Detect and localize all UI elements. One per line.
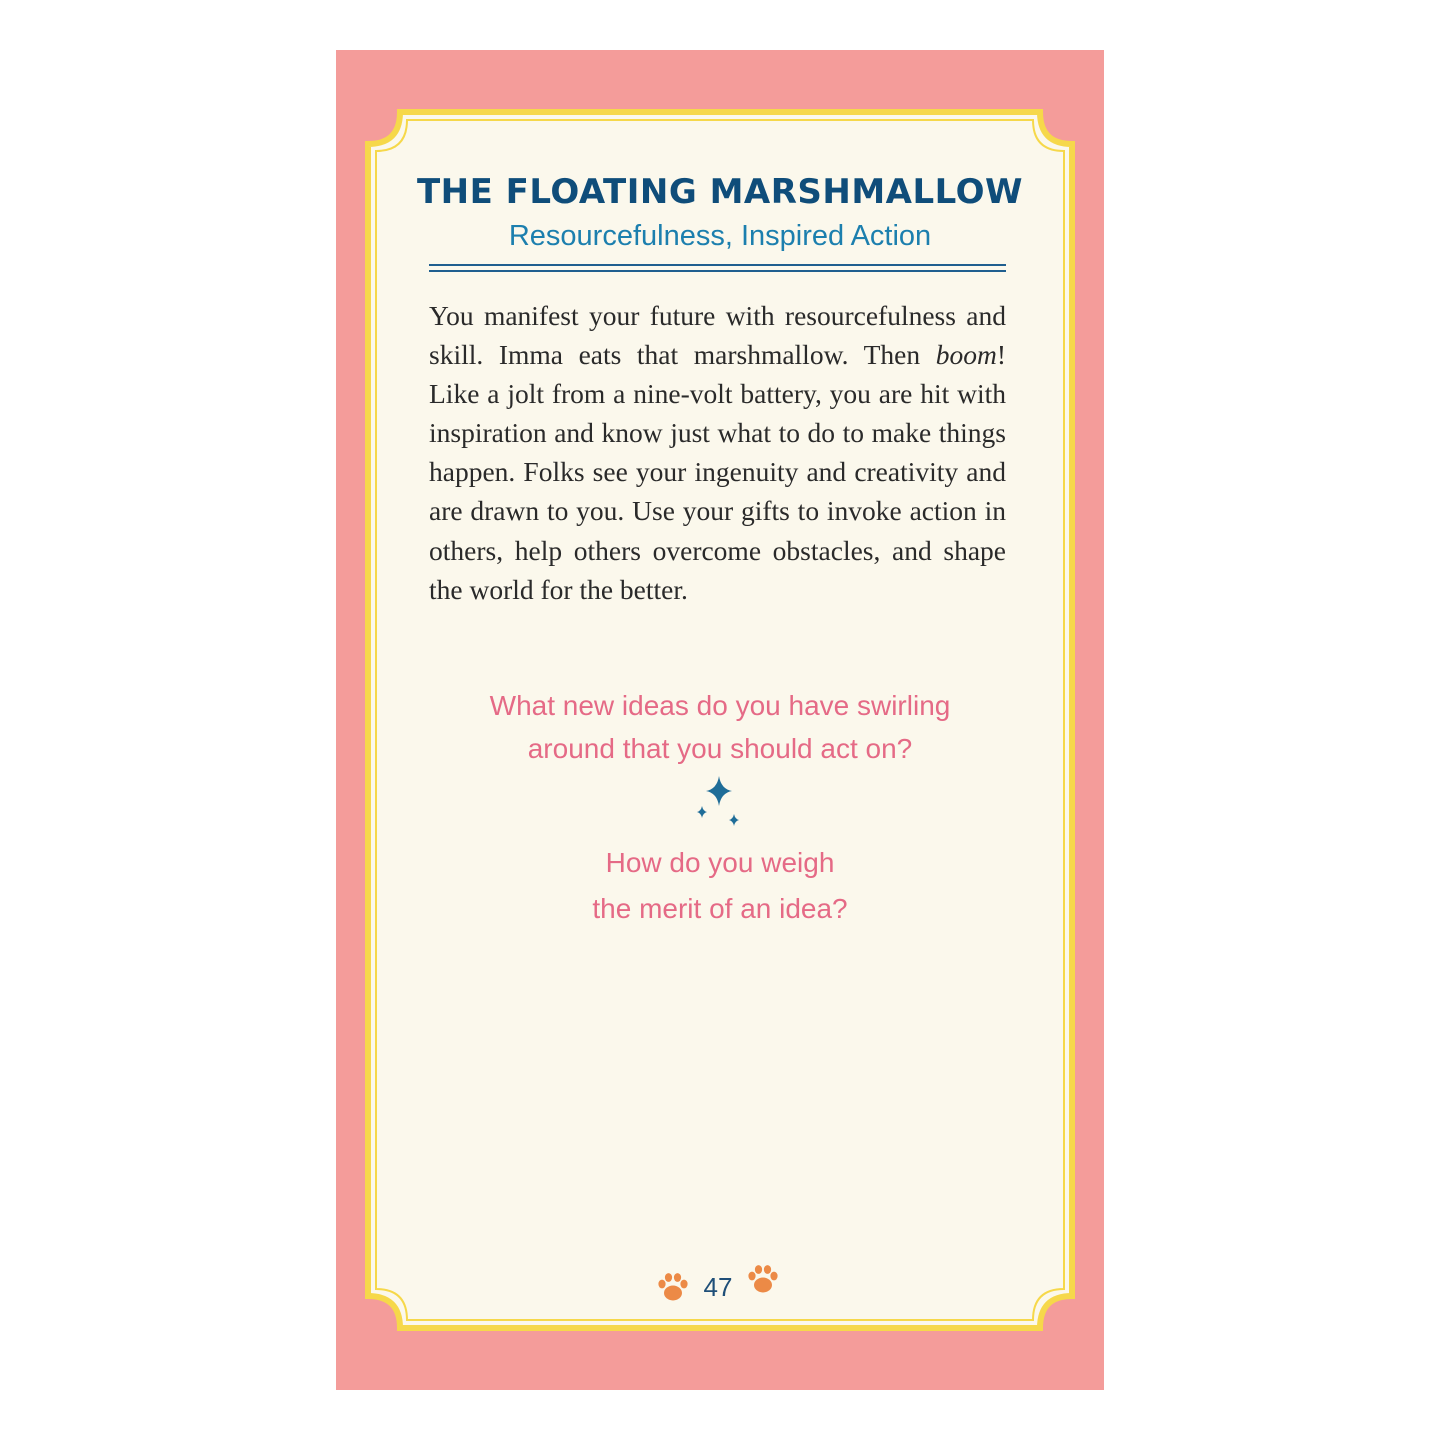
sparkle-icon — [688, 774, 748, 834]
card-page — [336, 50, 1104, 1390]
question-1-line-2: around that you should act on? — [527, 733, 913, 764]
question-2-line-2: the merit of an idea? — [592, 893, 848, 924]
question-2-line-1: How do you weigh — [605, 847, 835, 878]
reflection-question-1 — [396, 684, 1044, 770]
title-divider-bottom — [429, 270, 1006, 272]
card-subtitle: Resourcefulness, Inspired Action — [508, 220, 932, 252]
title-divider-top — [429, 264, 1006, 266]
page-number: 47 — [703, 1272, 733, 1302]
paw-print-icon — [656, 1270, 690, 1304]
body-emphasis: boom — [935, 339, 997, 371]
page-folio — [656, 1268, 784, 1308]
body-rest: ! Like a jolt from a nine-volt battery, you are hit with inspiration and know just what to do to make things happen. Folks see your ingenuity and creativity and are drawn to you. Use your gifts to invoke action in others, help others overcome obstacles, and shape the world for the better. — [429, 339, 1006, 605]
reflection-question-2 — [396, 840, 1044, 932]
body-lead: You manifest your future with resourcefulness and skill. Imma eats that marshmallow. Then — [429, 300, 1006, 371]
question-1-line-1: What new ideas do you have swirling — [489, 690, 951, 721]
paw-print-icon — [746, 1262, 780, 1296]
body-paragraph — [429, 296, 1006, 609]
card-title: THE FLOATING MARSHMALLOW — [416, 172, 1024, 212]
